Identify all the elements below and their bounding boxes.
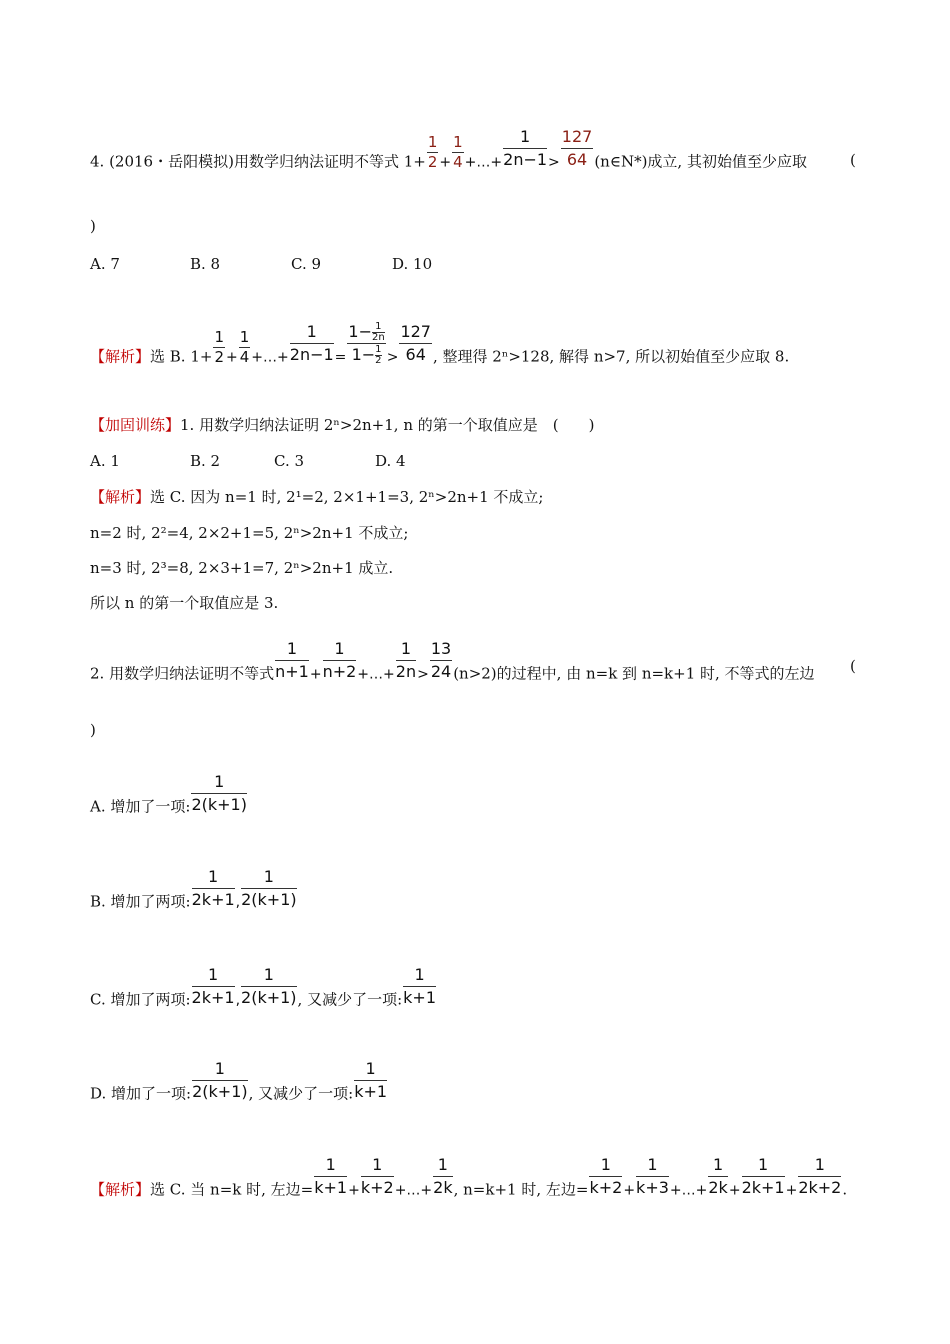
q4-option-b: B. 8: [190, 255, 221, 273]
q2-paren-close: ): [90, 721, 96, 739]
train-ans-l2: n=2 时, 2²=4, 2×2+1=5, 2ⁿ>2n+1 不成立;: [90, 524, 409, 542]
train-ans-l4: 所以 n 的第一个取值应是 3.: [90, 594, 279, 612]
q4-frac-1: $\frac{1}{2}$: [427, 133, 438, 171]
q4-stem-end: (n∈N*)成立, 其初始值至少应取: [594, 152, 807, 171]
train-q2: 2. 用数学归纳法证明不等式 $\frac{1}{n+1}$ + $\frac{1}{n+2}$ +…+ $\frac{1}{2n}$ > $\frac{13}{24}$ (n>2)的过程中, 由 n=k 到 n=k+1 时, 不等式的左边: [90, 639, 815, 683]
train-option-d: D. 4: [375, 452, 406, 470]
q2-option-a: A. 增加了一项: $\frac{1}{2(k+1)}$: [90, 772, 247, 816]
q4-frac-3: $\frac{1}{2n-1}$: [503, 127, 548, 169]
q4-answer-tag: 【解析】: [90, 347, 151, 366]
q2-frac-2: $\frac{1}{n+2}$: [322, 639, 357, 681]
q2-option-c: C. 增加了两项: $\frac{1}{2k+1}$ , $\frac{1}{2(k+1)}$ , 又减少了一项: $\frac{1}{k+1}$: [90, 965, 436, 1009]
q4-frac-2: $\frac{1}{4}$: [453, 133, 463, 171]
train-ans-l3: n=3 时, 2³=8, 2×3+1=7, 2ⁿ>2n+1 成立.: [90, 559, 394, 577]
q2-frac-4: $\frac{13}{24}$: [430, 639, 452, 681]
q4-answer: 【解析】选 B. 1+ $\frac{1}{2}$ + $\frac{1}{4}$ +…+ $\frac{1}{2n-1}$ = 1− $\frac{1}{2n}$ 1− $\frac{1}{2}$ > $\frac{127}{64}$ , 整理得 2ⁿ>128, 解得 n>7, 所以初始值至少应取 8.: [90, 321, 790, 366]
ans-frac-2: $\frac{1}{4}$: [239, 328, 250, 366]
q4-option-a: A. 7: [90, 255, 120, 273]
q2-answer: 【解析】选 C. 当 n=k 时, 左边= $\frac{1}{k+1}$ + $\frac{1}{k+2}$ +…+ $\frac{1}{2k}$ , n=k+1 时, 左边= $\frac{1}{k+2}$ + $\frac{1}{k+3}$ +…+ $\frac{1}{2k}$ + $\frac{1}{2k+1}$ + $\frac{1}{2k+2}$ .: [90, 1155, 848, 1199]
ans-frac-nested: 1− $\frac{1}{2n}$ 1− $\frac{1}{2}$: [348, 321, 385, 366]
q4-paren-open: (: [850, 151, 856, 169]
ans-frac-1: $\frac{1}{2}$: [214, 328, 225, 366]
train-option-b: B. 2: [190, 452, 221, 470]
q4-stem: 4. (2016・岳阳模拟)用数学归纳法证明不等式 1+ $\frac{1}{2}$ + $\frac{1}{4}$ +…+ $\frac{1}{2n-1}$ > $\frac{127}{64}$ (n∈N*)成立, 其初始值至少应取: [90, 127, 807, 171]
q2-option-d: D. 增加了一项: $\frac{1}{2(k+1)}$ , 又减少了一项: $\frac{1}{k+1}$: [90, 1059, 388, 1103]
q2-paren-open: (: [850, 657, 856, 675]
train-ans-l1: 【解析】选 C. 因为 n=1 时, 2¹=2, 2×1+1=3, 2ⁿ>2n+1 不成立;: [90, 488, 544, 506]
q2-frac-3: $\frac{1}{2n}$: [395, 639, 417, 681]
train-option-c: C. 3: [274, 452, 305, 470]
train-option-a: A. 1: [90, 452, 120, 470]
q4-stem-start: 4. (2016・岳阳模拟)用数学归纳法证明不等式 1+: [90, 152, 426, 171]
ans-frac-4: $\frac{127}{64}$: [400, 322, 431, 364]
q4-frac-4: $\frac{127}{64}$: [561, 127, 593, 169]
train-q1: 【加固训练】1. 用数学归纳法证明 2ⁿ>2n+1, n 的第一个取值应是 ( ): [90, 416, 595, 434]
q4-paren-close: ): [90, 217, 96, 235]
q2-frac-1: $\frac{1}{n+1}$: [275, 639, 309, 681]
q2-option-b: B. 增加了两项: $\frac{1}{2k+1}$ , $\frac{1}{2(k+1)}$: [90, 867, 297, 911]
q4-option-d: D. 10: [392, 255, 433, 273]
ans-frac-3: $\frac{1}{2n-1}$: [289, 322, 334, 364]
train-tag: 【加固训练】: [90, 416, 181, 434]
q4-option-c: C. 9: [291, 255, 322, 273]
